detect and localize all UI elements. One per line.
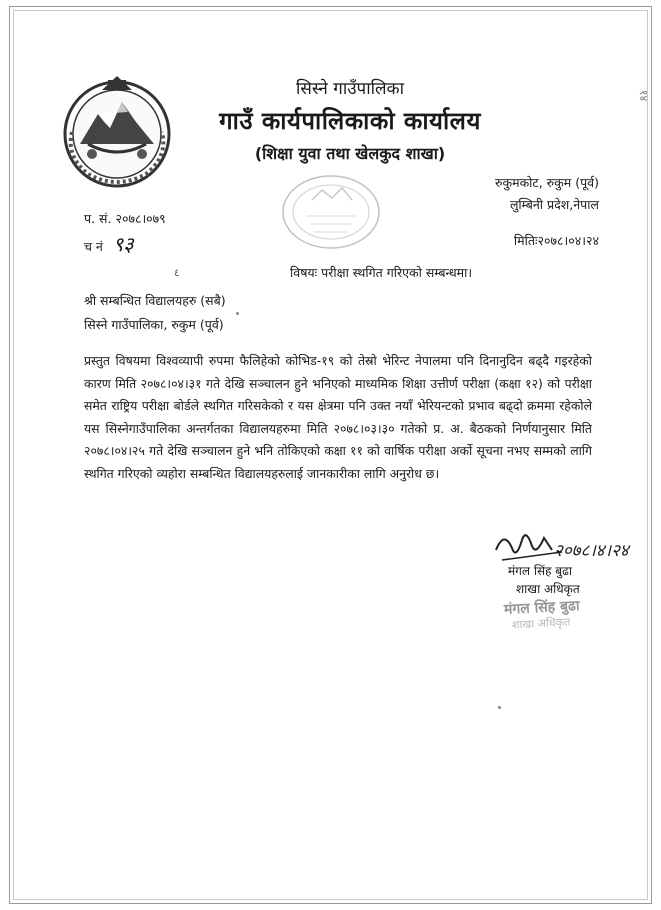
office-seal-stamp: [278, 170, 384, 254]
signatory-title: शाखा अधिकृत: [516, 582, 580, 596]
signatory-name: मंगल सिंह बुढा: [508, 564, 573, 578]
signatory-stamp-name: मंगल सिंह बुढा: [503, 598, 580, 618]
dispatch-number: [84, 230, 134, 257]
dispatch-number-label: च नं: [84, 239, 103, 254]
stray-mark: ٤: [174, 268, 180, 279]
address-line-2: लुम्बिनी प्रदेश,नेपाल: [509, 197, 599, 212]
dispatch-number-value: ९३: [112, 232, 134, 256]
signatory-stamp-title: शाखा अधिकृत: [511, 615, 571, 632]
addressee-line-1: श्री सम्बन्धित विद्यालयहरु (सबै): [84, 293, 226, 308]
letter-date: मितिः२०७८।०४।२४: [513, 233, 599, 248]
speck: [236, 312, 239, 315]
signature-date: २०७८।४।२४: [554, 541, 629, 561]
reference-number: प. सं. २०७८।०७९: [84, 211, 166, 226]
letter-body: प्रस्तुत विषयमा विश्वव्यापी रुपमा फैलिहेको कोभिड-१९ को तेस्रो भेरिन्ट नेपालमा पनि दिनानुदिन बढ्दै गइरहेको कारण मिति २०७८।०४।३१ गते देखि सञ्चालन हुने भनिएको माध्यमिक शिक्षा उत्तीर्ण परीक्षा (कक्षा १२) को परीक्षा समेत राष्ट्रिय परीक्षा बोर्डले स्थगित गरिसकेको र यस क्षेत्रमा पनि उक्त नयाँ भेरियन्टको प्रभाव बढ्दो क्रममा रहेकोले यस सिस्नेगाउँपालिका अन्तर्गतका विद्यालयहरुमा मिति २०७८।०३।३० गतेको प्र. अ. बैठकको निर्णयानुसार मिति २०७८।०४।२५ गते देखि सञ्चालन हुने भनि तोकिएको कक्षा ११ को वार्षिक परीक्षा अर्को सूचना नभए सम्मको लागि स्थगित गरिएको व्यहोरा सम्बन्धित विद्यालयहरुलाई जानकारीका लागि अनुरोध छ।: [84, 353, 592, 481]
speck: [498, 706, 501, 709]
address-line-1: रुकुमकोट, रुकुम (पूर्व): [495, 175, 599, 190]
office-title: गाउँ कार्यपालिकाको कार्यालय: [219, 107, 481, 135]
letter-subject: विषयः परीक्षा स्थगित गरिएको सम्बन्धमा।: [290, 265, 473, 280]
section-name: (शिक्षा युवा तथा खेलकुद शाखा): [254, 144, 446, 163]
margin-mark: १४: [636, 89, 650, 102]
municipality-emblem-logo: [58, 72, 176, 190]
municipality-name: सिस्ने गाउँपालिका: [296, 79, 404, 99]
addressee-line-2: सिस्ने गाउँपालिका, रुकुम (पूर्व): [84, 317, 224, 332]
